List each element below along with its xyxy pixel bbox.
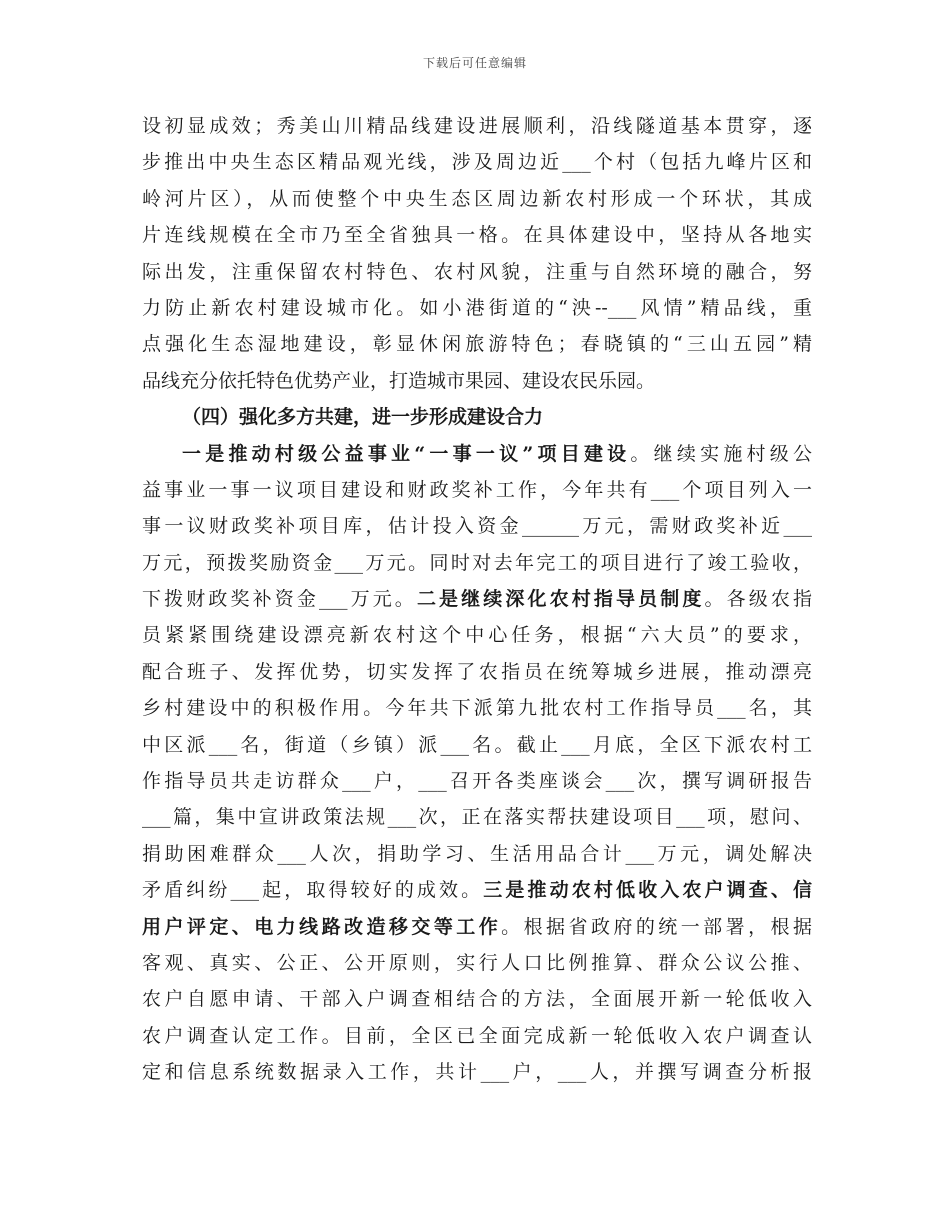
line-text: 点强化生态湿地建设，彰显休闲旅游特色；春晓镇的“三山五园”精 xyxy=(142,333,812,356)
paragraph-line-8 xyxy=(142,363,812,399)
paragraph-line-2 xyxy=(142,144,812,180)
line-text: 。各级农指 xyxy=(704,588,812,611)
line-text: 片连线规模在全市乃至全省独具一格。在具体建设中，坚持从各地实 xyxy=(142,224,812,247)
line-text: 力防止新农村建设城市化。如小港街道的“泱--___风情”精品线，重 xyxy=(142,296,812,319)
bold-lead-text: 三是推动农村低收入农户调查、信 xyxy=(483,879,812,902)
line-text: 农户自愿申请、干部入户调查相结合的方法，全面展开新一轮低收入 xyxy=(142,988,812,1011)
paragraph-line-5 xyxy=(142,254,812,290)
bold-lead-text: 二是继续深化农村指导员制度 xyxy=(416,588,705,611)
line-text: 品线充分依托特色优势产业，打造城市果园、建设农民乐园。 xyxy=(142,369,656,392)
bold-lead-text: 用户评定、电力线路改造移交等工作 xyxy=(142,915,502,938)
line-text: 。继续实施村级公 xyxy=(630,442,812,465)
section-heading xyxy=(142,399,812,435)
line-text: 客观、真实、公正、公开原则，实行人口比例推算、群众公议公推、 xyxy=(142,951,812,974)
paragraph-line-27 xyxy=(142,1054,812,1090)
paragraph-line-18 xyxy=(142,727,812,763)
paragraph-line-11 xyxy=(142,472,812,508)
line-text: 定和信息系统数据录入工作，共计___户，___人，并撰写调查分析报 xyxy=(142,1061,812,1084)
paragraph-line-13 xyxy=(142,545,812,581)
line-text: 配合班子、发挥优势，切实发挥了农指员在统筹城乡进展，推动漂亮 xyxy=(142,660,812,683)
line-text: 作指导员共走访群众___户，___召开各类座谈会___次，撰写调研报告 xyxy=(142,770,812,793)
line-text: 捐助困难群众___人次，捐助学习、生活用品合计___万元，调处解决 xyxy=(142,842,812,865)
paragraph-line-25 xyxy=(142,981,812,1017)
paragraph-line-14 xyxy=(142,581,812,617)
line-text: 。根据省政府的统一部署，根据 xyxy=(501,915,812,938)
paragraph-line-10 xyxy=(142,436,812,472)
line-text: 下拨财政奖补资金___万元。 xyxy=(142,588,417,611)
paragraph-line-3 xyxy=(142,181,812,217)
line-text: ___篇，集中宣讲政策法规___次，正在落实帮扶建设项目___项，慰问、 xyxy=(142,806,812,829)
paragraph-line-19 xyxy=(142,763,812,799)
section-heading-text: （四）强化多方共建，进一步形成建设合力 xyxy=(182,406,544,429)
paragraph-line-7 xyxy=(142,326,812,362)
paragraph-line-15 xyxy=(142,617,812,653)
paragraph-line-23 xyxy=(142,909,812,945)
paragraph-line-12 xyxy=(142,508,812,544)
line-text: 农户调查认定工作。目前，全区已全面完成新一轮低收入农户调查认 xyxy=(142,1024,812,1047)
line-text: 际出发，注重保留农村特色、农村风貌，注重与自然环境的融合，努 xyxy=(142,260,812,283)
paragraph-line-26 xyxy=(142,1018,812,1054)
line-text: 乡村建设中的积极作用。今年共下派第九批农村工作指导员___名，其 xyxy=(142,697,812,720)
paragraph-line-1 xyxy=(142,108,812,144)
paragraph-line-24 xyxy=(142,945,812,981)
paragraph-line-4 xyxy=(142,217,812,253)
bold-lead-text: 一是推动村级公益事业“一事一议”项目建设 xyxy=(182,442,631,465)
line-text: 益事业一事一议项目建设和财政奖补工作，今年共有___个项目列入一 xyxy=(142,478,812,501)
paragraph-line-21 xyxy=(142,836,812,872)
paragraph-line-20 xyxy=(142,799,812,835)
paragraph-line-22 xyxy=(142,872,812,908)
paragraph-line-17 xyxy=(142,690,812,726)
page-header-note: 下载后可任意编辑 xyxy=(422,56,527,70)
line-text: 设初显成效；秀美山川精品线建设进展顺利，沿线隧道基本贯穿，逐 xyxy=(142,115,812,137)
document-body xyxy=(142,108,812,1091)
paragraph-line-6 xyxy=(142,290,812,326)
line-text: 步推出中央生态区精品观光线，涉及周边近___个村（包括九峰片区和 xyxy=(142,151,812,174)
paragraph-line-16 xyxy=(142,654,812,690)
line-text: 矛盾纠纷___起，取得较好的成效。 xyxy=(142,879,484,902)
line-text: 中区派___名，街道（乡镇）派___名。截止___月底，全区下派农村工 xyxy=(142,733,812,756)
line-text: 员紧紧围绕建设漂亮新农村这个中心任务，根据“六大员”的要求， xyxy=(142,624,812,647)
line-text: 岭河片区），从而使整个中央生态区周边新农村形成一个环状，其成 xyxy=(142,187,812,210)
line-text: 万元，预拨奖励资金___万元。同时对去年完工的项目进行了竣工验收， xyxy=(142,551,812,574)
line-text: 事一议财政奖补项目库，估计投入资金______万元，需财政奖补近___ xyxy=(142,515,812,538)
